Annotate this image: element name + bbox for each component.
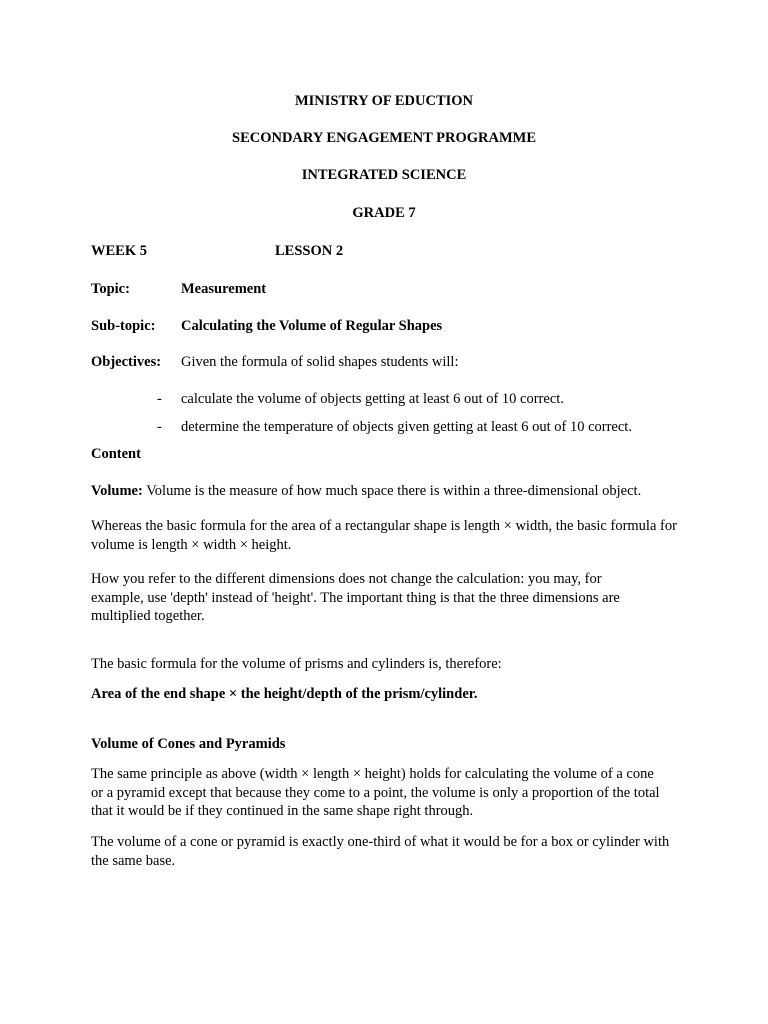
lesson-label: LESSON 2 (275, 243, 344, 259)
bullet-dash: - (157, 419, 162, 435)
volume-term: Volume: (91, 483, 143, 499)
programme-title: SECONDARY ENGAGEMENT PROGRAMME (232, 130, 536, 146)
objectives-label: Objectives: (91, 354, 162, 370)
objective-text: calculate the volume of objects getting at least 6 out of 10 correct. (181, 391, 564, 407)
week-lesson-row (91, 242, 691, 260)
topic-value: Measurement (181, 281, 267, 297)
objective-text: determine the temperature of objects given getting at least 6 out of 10 correct. (181, 419, 632, 435)
subtopic-row (91, 317, 691, 335)
grade-title: GRADE 7 (352, 205, 416, 221)
paragraph-one-third: The volume of a cone or pyramid is exactly one-third of what it would be for a box or cylinder with the same base. (91, 834, 670, 869)
volume-def-text: Volume is the measure of how much space there is within a three-dimensional object. (142, 483, 642, 499)
topic-label: Topic: (91, 281, 130, 297)
cones-heading: Volume of Cones and Pyramids (91, 736, 286, 752)
subtopic-value: Calculating the Volume of Regular Shapes (181, 318, 443, 334)
objectives-intro: Given the formula of solid shapes students will: (181, 354, 459, 370)
volume-definition (91, 482, 691, 500)
topic-row (91, 280, 691, 298)
week-label: WEEK 5 (91, 243, 147, 259)
bullet-dash: - (157, 391, 162, 407)
objectives-row (91, 353, 691, 371)
ministry-title: MINISTRY OF EDUCTION (294, 93, 474, 109)
subtopic-label: Sub-topic: (91, 318, 156, 334)
paragraph-cones: The same principle as above (width × length × height) holds for calculating the volume of a cone or a pyramid except that because they come to a point, the volume is only a proportion of the total that it would be if they continued in the same shape right through. (91, 766, 660, 819)
subject-title: INTEGRATED SCIENCE (301, 167, 467, 183)
paragraph-dimensions: How you refer to the different dimensions does not change the calculation: you may, for example, use 'depth' instead of 'height'. The important thing is that the three dimensions are multiplied together. (91, 571, 620, 624)
formula-statement: Area of the end shape × the height/depth of the prism/cylinder. (91, 686, 478, 702)
paragraph-area-formula: Whereas the basic formula for the area of a rectangular shape is length × width, the basic formula for volume is length × width × height. (91, 518, 677, 553)
paragraph-prisms: The basic formula for the volume of prisms and cylinders is, therefore: (91, 656, 502, 672)
content-heading: Content (91, 446, 141, 462)
